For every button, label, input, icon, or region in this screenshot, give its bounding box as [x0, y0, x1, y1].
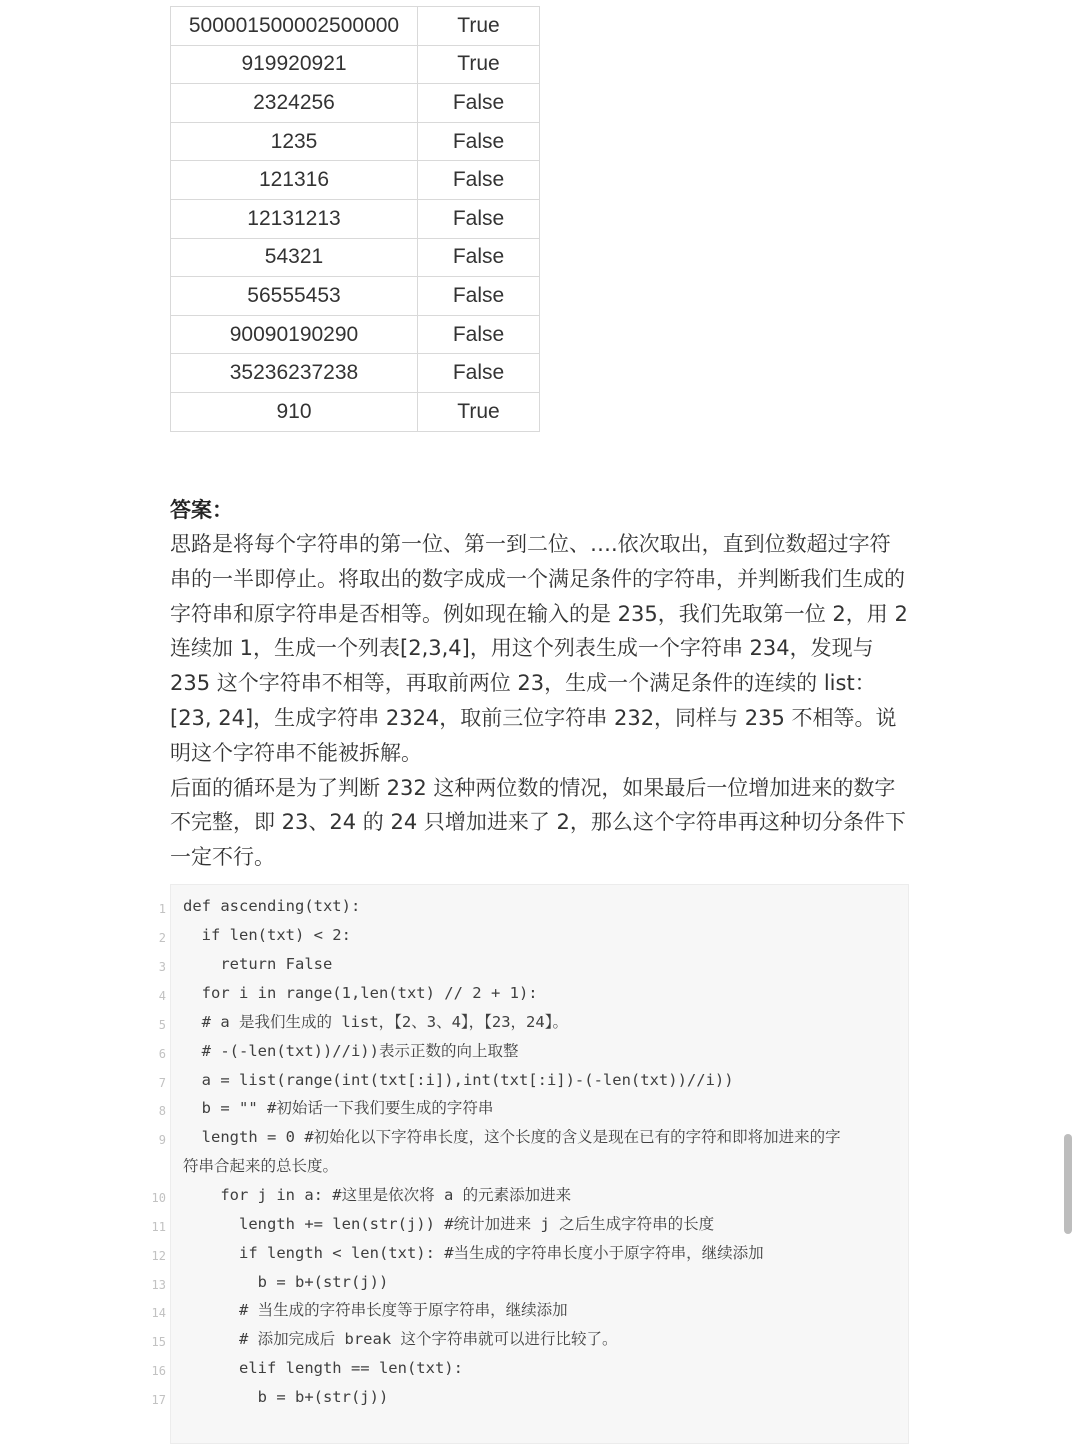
- code-line: def ascending(txt):: [183, 897, 361, 915]
- answer-paragraph-2: 后面的循环是为了判断 232 这种两位数的情况，如果最后一位增加进来的数字不完整，即 23、24 的 24 只增加进来了 2，那么这个字符串再这种切分条件下一定不行。: [170, 775, 906, 870]
- input-cell: 910: [171, 392, 418, 431]
- code-line: return False: [183, 955, 333, 973]
- input-cell: 12131213: [171, 199, 418, 238]
- line-number: 15: [151, 1335, 166, 1349]
- input-cell: 56555453: [171, 277, 418, 316]
- line-number: 8: [158, 1104, 166, 1118]
- table-row: [171, 84, 540, 123]
- result-cell: True: [418, 45, 540, 84]
- line-number: 13: [151, 1278, 166, 1292]
- scrollbar-thumb[interactable]: [1064, 1134, 1072, 1234]
- line-number: 2: [158, 931, 166, 945]
- line-number: 17: [151, 1393, 166, 1407]
- result-cell: False: [418, 238, 540, 277]
- table-row: [171, 199, 540, 238]
- input-cell: 1235: [171, 122, 418, 161]
- result-cell: True: [418, 7, 540, 46]
- code-line: b = b+(str(j)): [183, 1273, 389, 1291]
- code-line: # a 是我们生成的 list，【2、3、4】，【23，24】。: [183, 1013, 568, 1031]
- result-table: [170, 6, 540, 432]
- code-line: if len(txt) < 2:: [183, 926, 351, 944]
- code-line: 符串合起来的总长度。: [183, 1157, 339, 1175]
- input-cell: 90090190290: [171, 315, 418, 354]
- line-number: 5: [158, 1018, 166, 1032]
- table-row: [171, 161, 540, 200]
- code-line: a = list(range(int(txt[:i]),int(txt[:i])-(-len(txt))//i)): [183, 1071, 734, 1089]
- table-row: [171, 354, 540, 393]
- result-cell: False: [418, 199, 540, 238]
- line-number: 3: [158, 960, 166, 974]
- table-row: [171, 7, 540, 46]
- result-cell: False: [418, 161, 540, 200]
- line-number: 10: [151, 1191, 166, 1205]
- code-line: # 当生成的字符串长度等于原字符串，继续添加: [183, 1301, 568, 1319]
- code-line: b = "" #初始话一下我们要生成的字符串: [183, 1099, 494, 1117]
- code-line: # -(-len(txt))//i))表示正数的向上取整: [183, 1042, 519, 1060]
- code-line: if length < len(txt): #当生成的字符串长度小于原字符串，继续添加: [183, 1244, 764, 1262]
- line-number: 14: [151, 1306, 166, 1320]
- line-number: 12: [151, 1249, 166, 1263]
- line-number: 11: [151, 1220, 166, 1234]
- table-row: [171, 315, 540, 354]
- result-cell: False: [418, 277, 540, 316]
- input-cell: 919920921: [171, 45, 418, 84]
- table-row: [171, 392, 540, 431]
- answer-paragraph-1: 思路是将每个字符串的第一位、第一到二位、….依次取出，直到位数超过字符串的一半即停止。将取出的数字成成一个满足条件的字符串，并判断我们生成的字符串和原字符串是否相等。例如现在输入的是 235，我们先取第一位 2，用 2 连续加 1，生成一个列表[2,3,4]，用这个列表生成一个字符串 234，发现与 235 这个字符串不相等，再取前两位 23，生成一个满足条件的连续的 list：[23, 24]，生成字符串 2324，取前三位字符串 232，同样与 235 不相等。说明这个字符串不能被拆解。: [170, 532, 908, 765]
- code-line: for i in range(1,len(txt) // 2 + 1):: [183, 984, 538, 1002]
- line-number: 1: [158, 902, 166, 916]
- line-number: 16: [151, 1364, 166, 1378]
- result-cell: False: [418, 354, 540, 393]
- answer-heading: 答案：: [170, 498, 233, 522]
- table-row: [171, 45, 540, 84]
- code-line: # 添加完成后 break 这个字符串就可以进行比较了。: [183, 1330, 618, 1348]
- result-cell: True: [418, 392, 540, 431]
- line-number: 7: [158, 1076, 166, 1090]
- code-line: elif length == len(txt):: [183, 1359, 463, 1377]
- table-row: [171, 238, 540, 277]
- code-line: b = b+(str(j)): [183, 1388, 389, 1406]
- table-row: [171, 277, 540, 316]
- code-line: length += len(str(j)) #统计加进来 j 之后生成字符串的长度: [183, 1215, 715, 1233]
- answer-body: [170, 527, 910, 875]
- input-cell: 500001500002500000: [171, 7, 418, 46]
- result-cell: False: [418, 84, 540, 123]
- input-cell: 2324256: [171, 84, 418, 123]
- code-line: length = 0 #初始化以下字符串长度，这个长度的含义是现在已有的字符和即将加进来的字: [183, 1128, 841, 1146]
- result-cell: False: [418, 315, 540, 354]
- line-number: 9: [158, 1133, 166, 1147]
- table-row: [171, 122, 540, 161]
- input-cell: 35236237238: [171, 354, 418, 393]
- line-number: 4: [158, 989, 166, 1003]
- line-number: 6: [158, 1047, 166, 1061]
- input-cell: 121316: [171, 161, 418, 200]
- code-line: for j in a: #这里是依次将 a 的元素添加进来: [183, 1186, 572, 1204]
- result-cell: False: [418, 122, 540, 161]
- input-cell: 54321: [171, 238, 418, 277]
